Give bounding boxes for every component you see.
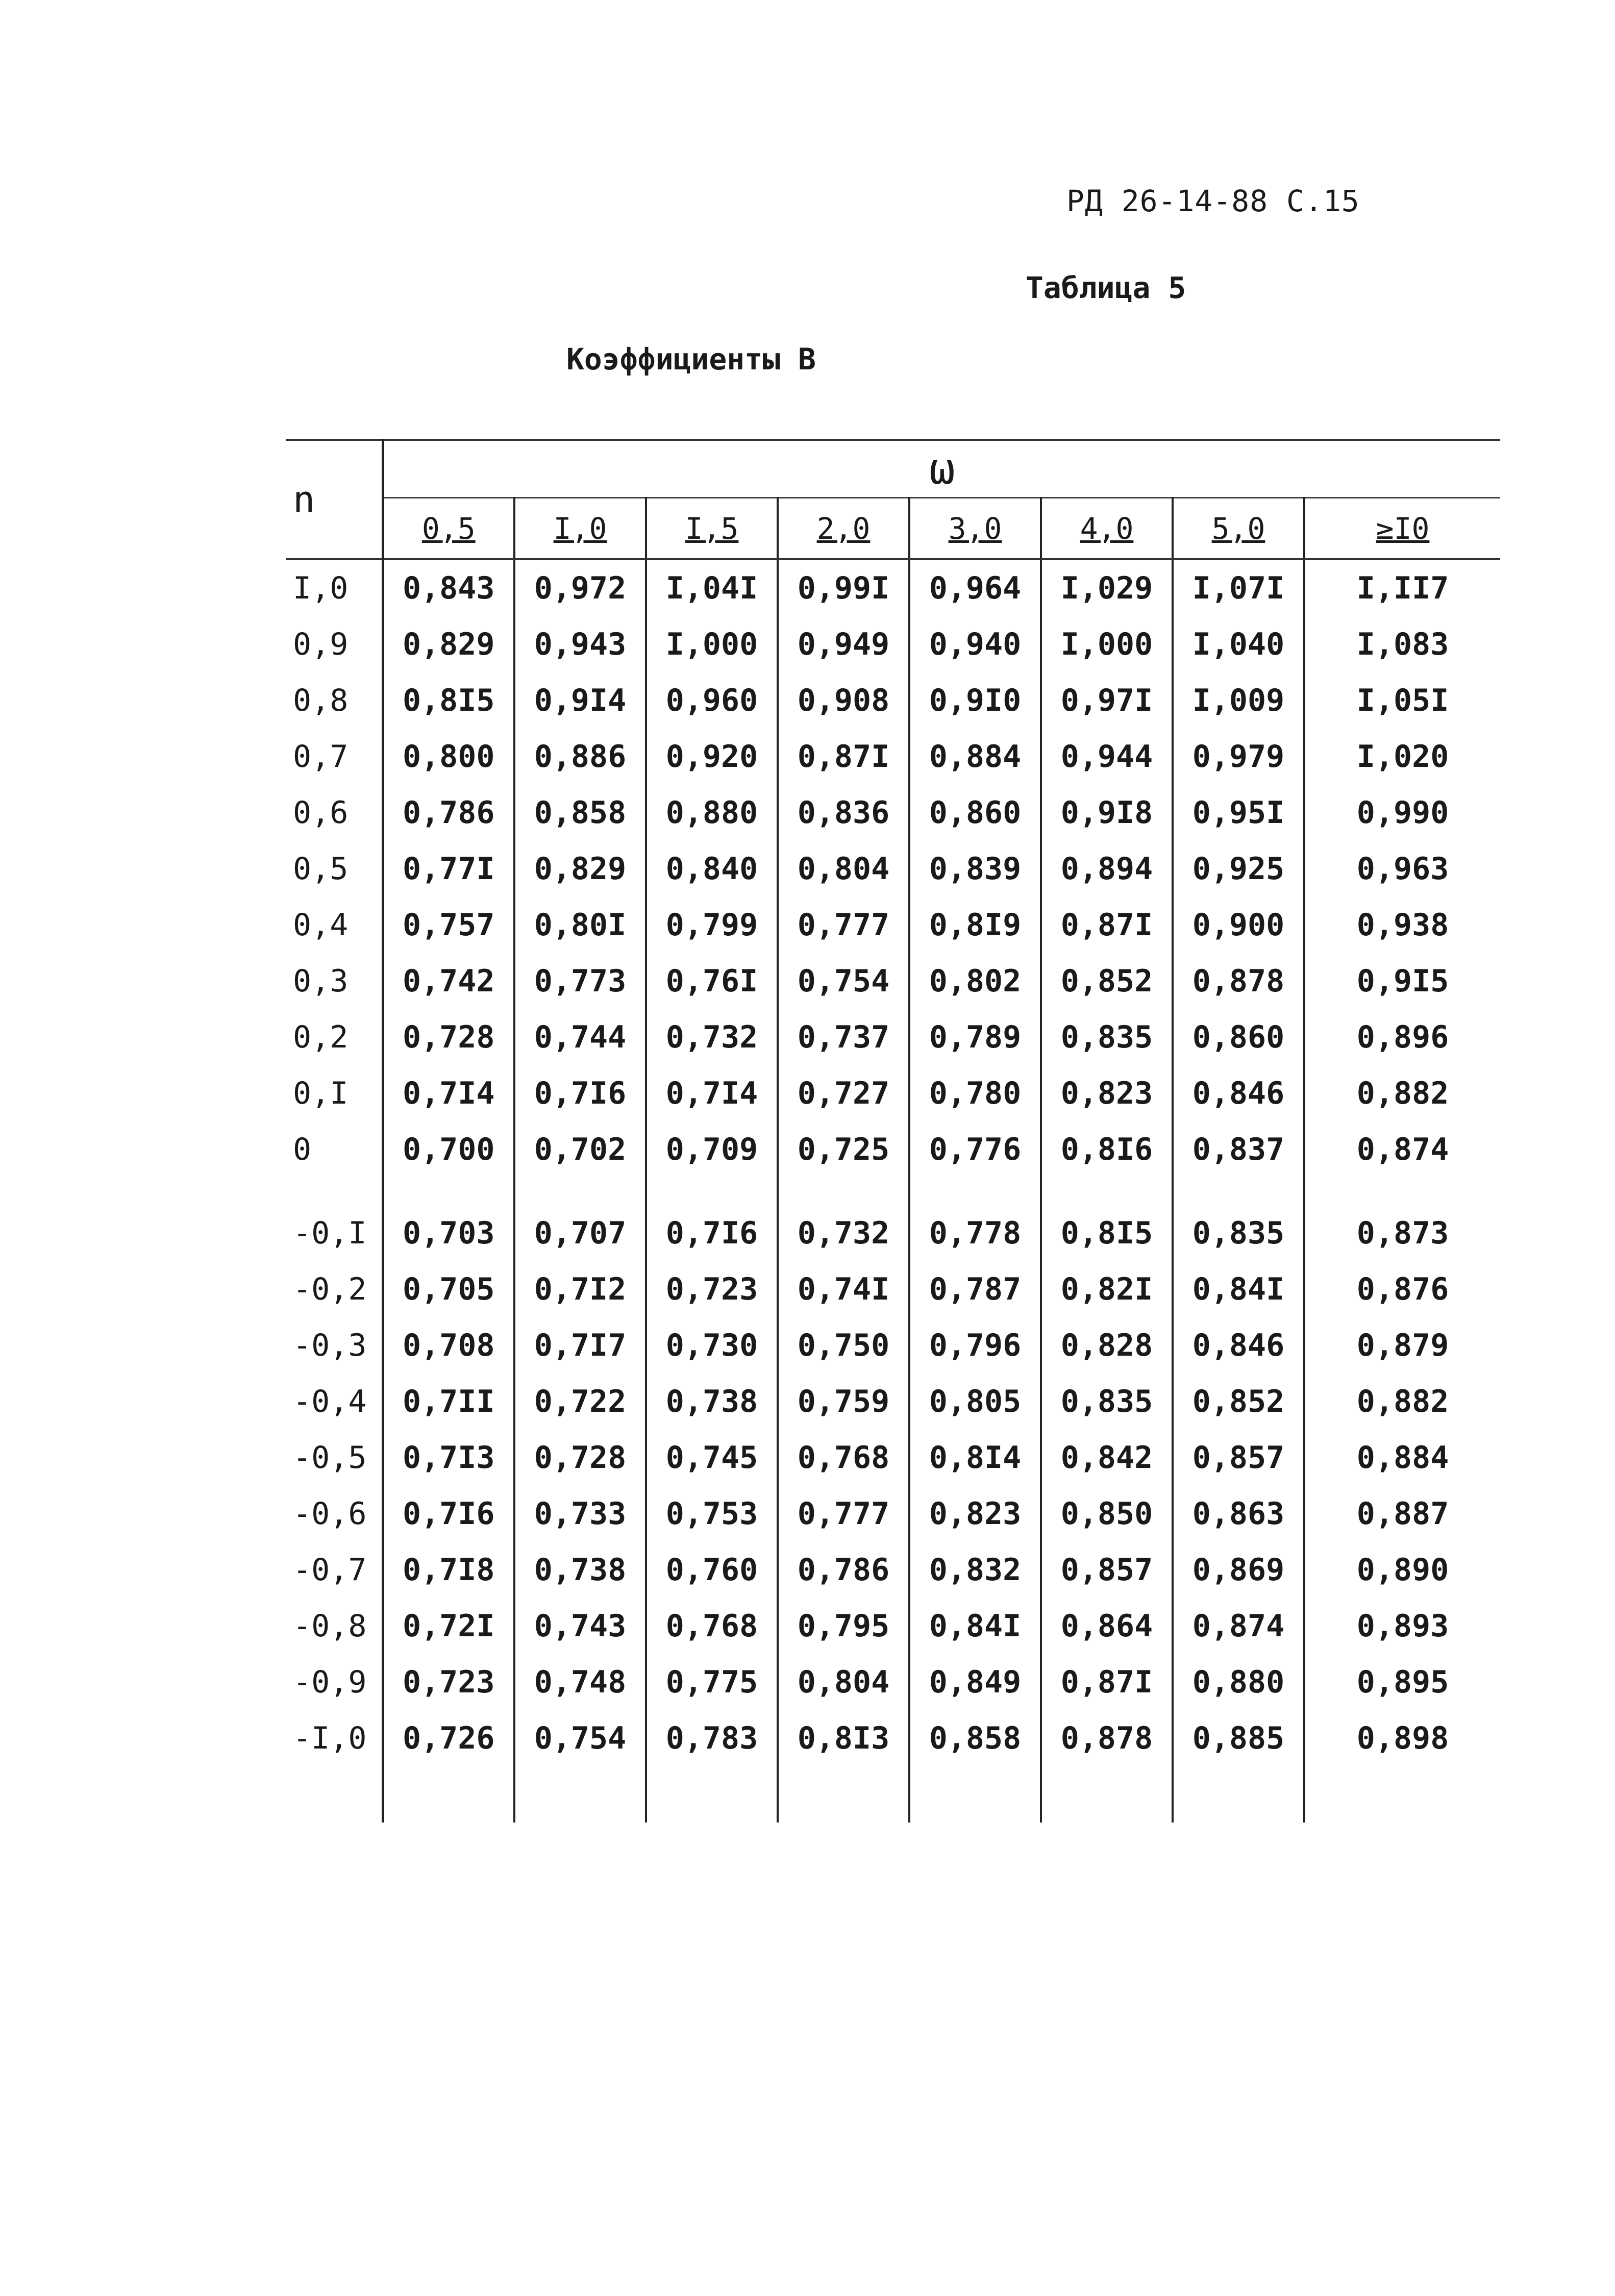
coefficient-cell: 0,8I3 [778,1710,909,1766]
table-row [286,1009,1500,1065]
coefficient-cell: 0,8I6 [1041,1121,1173,1178]
coefficient-cell: 0,828 [1041,1317,1173,1374]
coefficient-cell: 0,7I6 [402,1496,495,1532]
coefficient-cell: 0,940 [909,616,1041,672]
coefficient-cell: I,04I [646,559,778,616]
coefficient-cell: 0,835 [1041,1009,1173,1065]
coefficient-cell: 0,979 [1173,729,1304,785]
coefficient-cell: 0,709 [646,1121,778,1178]
coefficient-cell: 0,874 [1304,1121,1500,1178]
spacer-cell [383,1178,514,1205]
coefficient-cell: I,009 [1173,672,1304,729]
row-n-value: 0,4 [286,897,383,953]
coefficient-cell: 0,7I7 [514,1317,646,1374]
table-row [286,1205,1500,1261]
row-n-value: -0,9 [286,1654,383,1710]
coefficient-cell: 0,8I4 [909,1430,1041,1486]
coefficient-cell: 0,846 [1173,1065,1304,1121]
coefficient-cell: 0,7I2 [514,1261,646,1317]
coefficient-cell: 0,804 [778,841,909,897]
coefficient-cell: 0,725 [778,1121,909,1178]
coefficient-cell: 0,768 [646,1598,778,1654]
spacer-cell [1173,1766,1304,1823]
table-row [286,785,1500,841]
row-n-value: 0,6 [286,785,383,841]
coefficient-cell: 0,72I [402,1608,495,1644]
coefficient-cell: I,II7 [1304,559,1500,616]
coefficient-cell: 0,840 [646,841,778,897]
coefficient-cell: 0,728 [514,1430,646,1486]
coefficient-cell: 0,880 [1173,1654,1304,1710]
coefficient-cell: 0,908 [778,672,909,729]
row-n-value: 0,3 [286,953,383,1009]
coefficient-cell: 0,9I5 [1304,953,1500,1009]
coefficient-cell: 0,943 [514,616,646,672]
coefficient-cell: 0,895 [1304,1654,1500,1710]
table-number-label: Таблица 5 [1026,270,1186,305]
coefficient-cell: 0,95I [1173,785,1304,841]
coefficient-cell: 0,799 [646,897,778,953]
coefficient-cell: 0,77I [402,851,495,887]
coefficient-cell: 0,823 [1041,1065,1173,1121]
coefficient-cell: I,029 [1041,559,1173,616]
coefficient-cell: 0,885 [1173,1710,1304,1766]
coefficients-table [286,439,1500,1823]
coefficient-cell: 0,748 [514,1654,646,1710]
coefficient-cell: 0,869 [1173,1542,1304,1598]
coefficient-cell: 0,759 [778,1374,909,1430]
coefficient-cell: 0,864 [1041,1598,1173,1654]
coefficient-cell: 0,829 [402,627,495,662]
coefficient-cell: 0,705 [402,1271,495,1307]
coefficient-cell: 0,949 [778,616,909,672]
coefficient-cell: 0,843 [402,570,495,606]
coefficient-cell: 0,876 [1304,1261,1500,1317]
coefficient-cell: 0,850 [1041,1486,1173,1542]
coefficient-cell: 0,884 [909,729,1041,785]
coefficient-cell: 0,878 [1041,1710,1173,1766]
table-row [286,841,1500,897]
table-row [286,1486,1500,1542]
coefficient-cell: 0,730 [646,1317,778,1374]
coefficient-cell: 0,879 [1304,1317,1500,1374]
row-n-value: 0,2 [286,1009,383,1065]
row-n-value: -0,6 [286,1486,383,1542]
table-row [286,559,1500,616]
coefficient-cell: 0,787 [909,1261,1041,1317]
coefficient-cell: 0,732 [778,1205,909,1261]
coefficient-cell: 0,750 [778,1317,909,1374]
table-row [286,672,1500,729]
coefficient-cell: 0,7I4 [646,1065,778,1121]
spacer-cell [514,1178,646,1205]
coefficient-cell: 0,773 [514,953,646,1009]
coefficient-cell: 0,860 [1173,1009,1304,1065]
spacer-cell [1041,1178,1173,1205]
coefficient-cell: 0,880 [646,785,778,841]
coefficient-cell: 0,900 [1173,897,1304,953]
coefficient-cell: 0,835 [1173,1205,1304,1261]
coefficients-table-container [286,439,1480,1823]
table-row [286,1121,1500,1178]
row-n-value: -0,3 [286,1317,383,1374]
coefficient-cell: 0,702 [514,1121,646,1178]
coefficient-cell: 0,857 [1173,1430,1304,1486]
coefficient-cell: 0,7I3 [402,1440,495,1476]
coefficient-cell: 0,972 [514,559,646,616]
coefficient-cell: 0,9I8 [1041,785,1173,841]
coefficient-cell: 0,795 [778,1598,909,1654]
coefficient-cell: 0,796 [909,1317,1041,1374]
coefficient-cell: 0,722 [514,1374,646,1430]
coefficient-cell: I,040 [1173,616,1304,672]
coefficient-cell: 0,76I [646,953,778,1009]
spacer-cell [646,1766,778,1823]
table-row [286,1542,1500,1598]
coefficient-cell: I,000 [1041,616,1173,672]
table-body [286,559,1500,1823]
coefficient-cell: 0,728 [402,1019,495,1055]
table-row [286,729,1500,785]
row-spacer [286,1178,1500,1205]
row-n-value: -0,I [286,1205,383,1261]
table-row [286,953,1500,1009]
coefficient-cell: 0,757 [402,907,495,943]
coefficient-cell: I,020 [1304,729,1500,785]
coefficient-cell: 0,896 [1304,1009,1500,1065]
coefficient-cell: 0,84I [1173,1261,1304,1317]
coefficient-cell: 0,737 [778,1009,909,1065]
coefficient-cell: 0,742 [402,963,495,999]
coefficient-cell: 0,858 [909,1710,1041,1766]
column-header: I,0 [514,498,646,559]
coefficient-cell: I,07I [1173,559,1304,616]
column-header: I,5 [646,498,778,559]
coefficient-cell: 0,743 [514,1598,646,1654]
coefficient-cell: 0,964 [909,559,1041,616]
coefficient-cell: 0,829 [514,841,646,897]
coefficient-cell: 0,786 [778,1542,909,1598]
coefficient-cell: 0,87I [778,729,909,785]
coefficient-cell: 0,9I4 [514,672,646,729]
coefficient-cell: 0,963 [1304,841,1500,897]
coefficient-cell: 0,80I [514,897,646,953]
column-group-header-omega: ω [383,440,1500,498]
coefficient-cell: 0,708 [402,1328,495,1363]
coefficient-cell: 0,74I [778,1261,909,1317]
row-n-value: -0,7 [286,1542,383,1598]
coefficient-cell: 0,920 [646,729,778,785]
spacer-cell [1304,1178,1500,1205]
table-row [286,1598,1500,1654]
row-n-value: 0,7 [286,729,383,785]
coefficient-cell: 0,703 [402,1215,495,1251]
coefficient-cell: 0,852 [1173,1374,1304,1430]
coefficient-cell: 0,893 [1304,1598,1500,1654]
coefficient-cell: 0,852 [1041,953,1173,1009]
coefficient-cell: 0,835 [1041,1374,1173,1430]
coefficient-cell: 0,849 [909,1654,1041,1710]
coefficient-cell: 0,780 [909,1065,1041,1121]
coefficient-cell: 0,860 [909,785,1041,841]
spacer-cell [1173,1178,1304,1205]
coefficient-cell: 0,960 [646,672,778,729]
coefficient-cell: 0,858 [514,785,646,841]
coefficient-cell: 0,777 [778,897,909,953]
coefficient-cell: 0,789 [909,1009,1041,1065]
coefficient-cell: 0,823 [909,1486,1041,1542]
coefficient-cell: 0,805 [909,1374,1041,1430]
table-row [286,1654,1500,1710]
coefficient-cell: 0,894 [1041,841,1173,897]
coefficient-cell: 0,7I8 [402,1552,495,1588]
coefficient-cell: 0,863 [1173,1486,1304,1542]
coefficient-cell: 0,836 [778,785,909,841]
coefficient-cell: 0,754 [778,953,909,1009]
coefficient-cell: I,083 [1304,616,1500,672]
coefficient-cell: 0,7II [402,1384,495,1419]
row-n-value: 0,9 [286,616,383,672]
coefficient-cell: 0,738 [514,1542,646,1598]
coefficient-cell: 0,873 [1304,1205,1500,1261]
coefficient-cell: 0,837 [1173,1121,1304,1178]
column-header: 4,0 [1041,498,1173,559]
coefficient-cell: 0,738 [646,1374,778,1430]
spacer-cell [383,1766,514,1823]
table-row [286,1374,1500,1430]
spacer-cell [1304,1766,1500,1823]
row-n-value: I,0 [286,559,383,616]
table-row [286,616,1500,672]
coefficient-cell: 0,7I4 [402,1076,495,1111]
coefficient-cell: 0,744 [514,1009,646,1065]
coefficient-cell: 0,890 [1304,1542,1500,1598]
coefficient-cell: 0,938 [1304,897,1500,953]
spacer-cell [1041,1766,1173,1823]
spacer-cell [909,1178,1041,1205]
document-code: РД 26-14-88 С.15 [1066,184,1360,218]
coefficient-cell: 0,832 [909,1542,1041,1598]
coefficient-cell: 0,898 [1304,1710,1500,1766]
column-headers-row [286,498,1500,559]
coefficient-cell: 0,753 [646,1486,778,1542]
row-n-value: 0,I [286,1065,383,1121]
coefficient-cell: 0,8I5 [1041,1205,1173,1261]
coefficient-cell: 0,8I5 [402,683,495,718]
spacer-cell [909,1766,1041,1823]
coefficient-cell: 0,87I [1041,897,1173,953]
coefficient-cell: 0,84I [909,1598,1041,1654]
coefficient-cell: 0,8I9 [909,897,1041,953]
coefficient-cell: 0,733 [514,1486,646,1542]
coefficient-cell: 0,778 [909,1205,1041,1261]
coefficient-cell: I,05I [1304,672,1500,729]
coefficient-cell: 0,723 [646,1261,778,1317]
coefficient-cell: 0,745 [646,1430,778,1486]
coefficient-cell: 0,884 [1304,1430,1500,1486]
row-n-value: -0,4 [286,1374,383,1430]
row-n-value: 0,5 [286,841,383,897]
row-n-value: -0,5 [286,1430,383,1486]
column-header: 0,5 [383,498,514,559]
coefficient-cell: 0,802 [909,953,1041,1009]
coefficient-cell: 0,887 [1304,1486,1500,1542]
coefficient-cell: 0,804 [778,1654,909,1710]
table-row [286,1317,1500,1374]
spacer-cell [514,1766,646,1823]
coefficient-cell: 0,882 [1304,1065,1500,1121]
column-header: ≥I0 [1304,498,1500,559]
coefficient-cell: 0,839 [909,841,1041,897]
column-header: 3,0 [909,498,1041,559]
row-n-value: 0,8 [286,672,383,729]
table-row [286,897,1500,953]
coefficient-cell: 0,707 [514,1205,646,1261]
spacer-cell [778,1178,909,1205]
spacer-cell [778,1766,909,1823]
spacer-cell [646,1178,778,1205]
coefficient-cell: 0,82I [1041,1261,1173,1317]
coefficient-cell: 0,732 [646,1009,778,1065]
coefficient-cell: 0,886 [514,729,646,785]
coefficient-cell: 0,783 [646,1710,778,1766]
table-title: Коэффициенты В [566,342,816,377]
coefficient-cell: 0,700 [402,1132,495,1167]
row-n-value: 0 [286,1121,383,1178]
row-n-value: -0,2 [286,1261,383,1317]
coefficient-cell: 0,842 [1041,1430,1173,1486]
coefficient-cell: I,000 [646,616,778,672]
coefficient-cell: 0,775 [646,1654,778,1710]
spacer-cell [286,1178,383,1205]
coefficient-cell: 0,944 [1041,729,1173,785]
coefficient-cell: 0,9I0 [909,672,1041,729]
table-row [286,1430,1500,1486]
table-tail [286,1766,1500,1823]
coefficient-cell: 0,768 [778,1430,909,1486]
coefficient-cell: 0,726 [402,1720,495,1756]
coefficient-cell: 0,7I6 [514,1065,646,1121]
row-n-value: -0,8 [286,1598,383,1654]
coefficient-cell: 0,7I6 [646,1205,778,1261]
coefficient-cell: 0,882 [1304,1374,1500,1430]
row-n-value: -I,0 [286,1710,383,1766]
table-row [286,1261,1500,1317]
coefficient-cell: 0,777 [778,1486,909,1542]
coefficient-cell: 0,776 [909,1121,1041,1178]
coefficient-cell: 0,800 [402,739,495,775]
table-row [286,1065,1500,1121]
column-header: 5,0 [1173,498,1304,559]
row-header-n: n [286,440,383,559]
coefficient-cell: 0,786 [402,795,495,831]
column-header: 2,0 [778,498,909,559]
coefficient-cell: 0,723 [402,1664,495,1700]
coefficient-cell: 0,846 [1173,1317,1304,1374]
coefficient-cell: 0,99I [778,559,909,616]
spacer-cell [286,1766,383,1823]
table-row [286,1710,1500,1766]
coefficient-cell: 0,727 [778,1065,909,1121]
coefficient-cell: 0,760 [646,1542,778,1598]
coefficient-cell: 0,754 [514,1710,646,1766]
coefficient-cell: 0,925 [1173,841,1304,897]
coefficient-cell: 0,874 [1173,1598,1304,1654]
coefficient-cell: 0,878 [1173,953,1304,1009]
coefficient-cell: 0,857 [1041,1542,1173,1598]
coefficient-cell: 0,87I [1041,1654,1173,1710]
coefficient-cell: 0,990 [1304,785,1500,841]
coefficient-cell: 0,97I [1041,672,1173,729]
